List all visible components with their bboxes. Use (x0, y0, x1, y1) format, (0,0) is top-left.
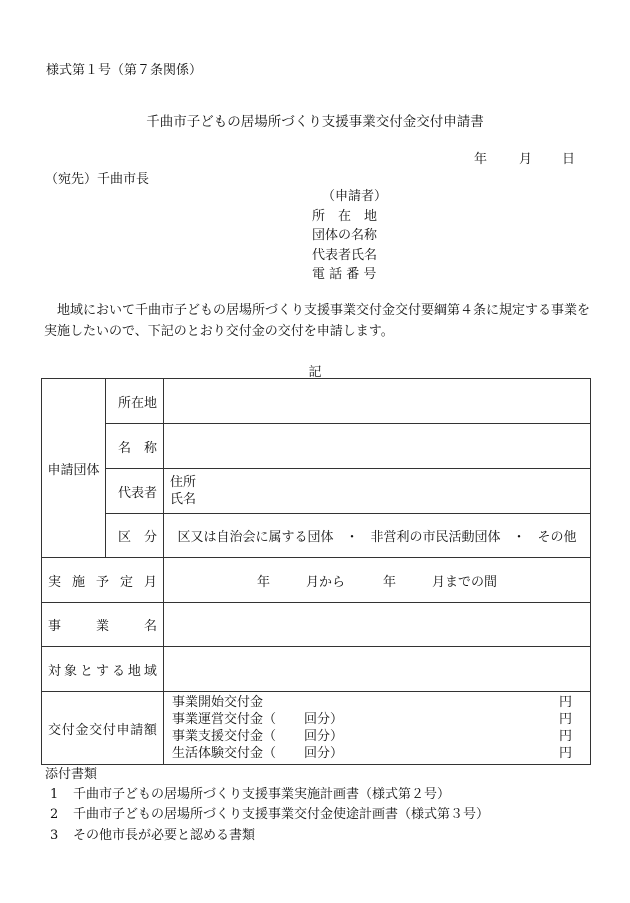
category-option-district[interactable]: 区又は自治会に属する団体 (177, 530, 334, 545)
target-area-label: 対 象 と す る 地 域 (42, 647, 164, 692)
target-area-field[interactable] (164, 647, 591, 692)
rep-address-label: 住所 (170, 475, 197, 490)
grant-row-experience: 生活体験交付金（ 回分） 円 (172, 746, 572, 761)
representative-field[interactable] (164, 469, 591, 514)
application-statement: 地域において千曲市子どもの居場所づくり支援事業交付金交付要綱第４条に規定する事業を実施したいので、下記のとおり交付金の交付を申請します。 (44, 303, 591, 339)
applicant-representative-label: 代表者氏名 (312, 247, 378, 263)
org-address-label: 所在地 (106, 379, 164, 424)
applicant-block (312, 187, 387, 285)
org-address-field[interactable] (164, 379, 591, 424)
grant-row-start: 事業開始交付金 円 (172, 695, 572, 710)
applicant-group-label: 申請団体 (42, 379, 106, 558)
category-separator: ・ (512, 530, 526, 545)
org-name-field[interactable] (164, 424, 591, 469)
attachment-item: 3 その他市長が必要と認める書類 (50, 827, 256, 843)
period-label: 実 施 予 定 月 (42, 558, 164, 603)
category-option-nonprofit[interactable]: 非営利の市民活動団体 (370, 530, 501, 545)
applicant-address-label: 所 在 地 (312, 208, 378, 224)
rep-name-label: 氏名 (170, 492, 197, 507)
attachments-heading: 添付書類 (45, 767, 98, 782)
form-number: 様式第１号（第７条関係） (46, 63, 203, 78)
grant-amount-field[interactable] (164, 692, 591, 765)
date-day: 日 (562, 152, 576, 167)
grant-row-support: 事業支援交付金（ 回分） 円 (172, 729, 572, 744)
ki-heading: 記 (308, 365, 322, 380)
attachments (45, 765, 489, 846)
period-field[interactable]: 年 月から 年 月までの間 (164, 558, 591, 603)
category-options[interactable] (164, 514, 591, 558)
grant-amount-label: 交 付 金 交 付 申 請 額 (42, 692, 164, 765)
category-option-other[interactable]: その他 (537, 530, 577, 545)
application-form-table (41, 378, 591, 765)
document-title: 千曲市子どもの居場所づくり支援事業交付金交付申請書 (146, 114, 484, 130)
addressee: （宛先）千曲市長 (45, 172, 150, 187)
attachment-item: 1 千曲市子どもの居場所づくり支援事業実施計画書（様式第２号） (50, 787, 451, 803)
category-label: 区 分 (106, 514, 164, 558)
project-name-field[interactable] (164, 603, 591, 647)
grant-row-operation: 事業運営交付金（ 回分） 円 (172, 712, 572, 727)
applicant-phone-label: 電 話 番 号 (312, 267, 377, 282)
org-name-label: 名 称 (106, 424, 164, 469)
representative-label: 代表者 (106, 469, 164, 514)
category-separator: ・ (345, 530, 359, 545)
date-line (474, 148, 575, 167)
date-month: 月 (519, 152, 533, 167)
project-name-label: 事 業 名 (42, 603, 164, 647)
applicant-heading: （申請者） (322, 189, 388, 204)
applicant-org-name-label: 団体の名称 (312, 228, 378, 243)
attachment-item: 2 千曲市子どもの居場所づくり支援事業交付金使途計画書（様式第３号） (50, 807, 490, 823)
date-year: 年 (474, 152, 488, 167)
